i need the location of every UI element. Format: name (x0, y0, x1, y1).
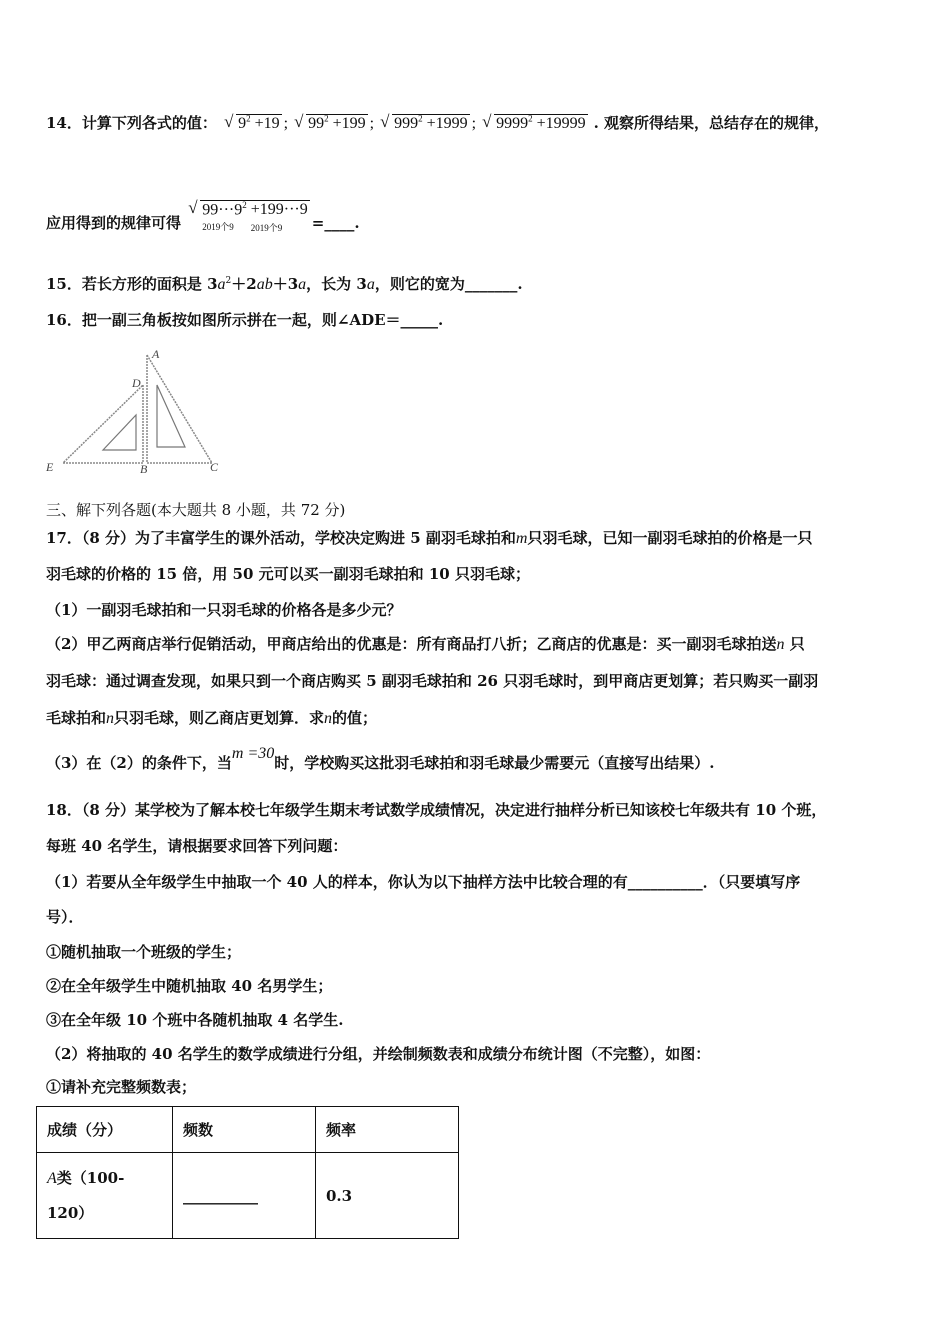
label-C: C (210, 460, 219, 474)
q14-line2-suffix: =____. (311, 214, 360, 232)
q14-radical-1: √ $9^2 +19$ (224, 114, 282, 133)
table-header-rate: 频率 (316, 1107, 459, 1153)
q14-big-radical: √ $99\cdot\cdot\cdot 9^2$ 2019个9 +199···9 2019个9 (188, 200, 310, 219)
q17-part3: （3）在（2）的条件下，当m =30时，学校购买这批羽毛球拍和羽毛球最少需要元（直接写出结果）. (46, 745, 715, 772)
q14-prompt: 计算下列各式的值： (81, 114, 217, 132)
q17-part2-line1: （2）甲乙两商店举行促销活动，甲商店给出的优惠是：所有商品打八折；乙商店的优惠是：买一副羽毛球拍送n 只 (46, 635, 805, 653)
table-header-score: 成绩（分） (37, 1107, 173, 1153)
q14-line2-prefix: 应用得到的规律可得 (46, 214, 182, 232)
q18-opt2: ②在全年级学生中随机抽取 40 名男学生； (46, 977, 333, 995)
q16-text: 16．把一副三角板按如图所示拼在一起，则∠ADE＝_____. (46, 311, 444, 329)
q14-radical-4: √ 9999$^2$ +19999 (482, 114, 588, 133)
frequency-table (36, 1106, 459, 1239)
q18-line2: 每班 40 名学生，请根据要求回答下列问题： (46, 837, 348, 855)
table-cell-rate: 0.3 (316, 1153, 459, 1239)
label-B: B (140, 462, 148, 476)
q17-part3-expr: m =30 (231, 745, 275, 762)
table-cell-category: A类（100- 120） (37, 1153, 173, 1239)
label-D: D (132, 376, 141, 390)
q17-part2-line2: 羽毛球：通过调查发现，如果只到一个商店购买 5 副羽毛球拍和 26 只羽毛球时，到甲商店更划算；若只购买一副羽 (46, 672, 819, 690)
q18-opt3: ③在全年级 10 个班中各随机抽取 4 名学生. (46, 1011, 344, 1029)
q18-opt1: ①随机抽取一个班级的学生； (46, 943, 242, 961)
q14-big-sub2: 2019个9 (250, 223, 283, 233)
label-E: E (46, 460, 54, 474)
q18-line1: 18．（8 分）某学校为了解本校七年级学生期末考试数学成绩情况，决定进行抽样分析已知该校七年级共有 10 个班， (46, 801, 827, 819)
q17-line1: 17．（8 分）为了丰富学生的课外活动，学校决定购进 5 副羽毛球拍和m只羽毛球，已知一副羽毛球拍的价格是一只 (46, 529, 813, 547)
q17-line2: 羽毛球的价格的 15 倍，用 50 元可以买一副羽毛球拍和 10 只羽毛球； (46, 565, 530, 583)
table-row (37, 1153, 459, 1239)
q17-part1: （1）一副羽毛球拍和一只羽毛球的价格各是多少元？ (46, 601, 402, 619)
q17-part2-line3: 毛球拍和n只羽毛球，则乙商店更划算．求n的值； (46, 709, 378, 727)
q18-part1-line1: （1）若要从全年级学生中抽取一个 40 人的样本，你认为以下抽样方法中比较合理的有__________．（只要填写序 (46, 873, 801, 891)
table-header-row (37, 1107, 459, 1153)
q14-radical-2: √ $99^2 +199$ (294, 114, 368, 133)
q14-radical-3: √ $999^2 +1999$ (380, 114, 470, 133)
label-A: A (152, 347, 160, 361)
table-cell-count-blank: __________ (173, 1153, 316, 1239)
triangle-figure (40, 345, 230, 480)
q14-line1 (46, 112, 829, 133)
q14-number: 14． (46, 114, 82, 132)
q18-part1-line2: 号）． (46, 908, 84, 926)
q18-sub1: ①请补充完整频数表； (46, 1078, 197, 1096)
q18-part2: （2）将抽取的 40 名学生的数学成绩进行分组，并绘制频数表和成绩分布统计图（不完整），如图： (46, 1045, 711, 1063)
q14-radicals: √ $9^2 +19$ ; √ $99^2 +199$ ; √ $999^2 +1999$ ; √ 9999$^2$ +19999 (222, 115, 593, 132)
table-header-count: 频数 (173, 1107, 316, 1153)
q15: 15．若长方形的面积是 $3a^2+2ab+3a$，长为 3a，则它的宽为_______. (46, 275, 523, 293)
q14-big-sub1: 2019个9 (202, 221, 234, 232)
q14-line2 (46, 199, 360, 233)
q14-tail: . 观察所得结果，总结存在的规律， (593, 114, 830, 132)
section3-title: 三、解下列各题(本大题共 8 小题，共 72 分) (46, 501, 346, 519)
